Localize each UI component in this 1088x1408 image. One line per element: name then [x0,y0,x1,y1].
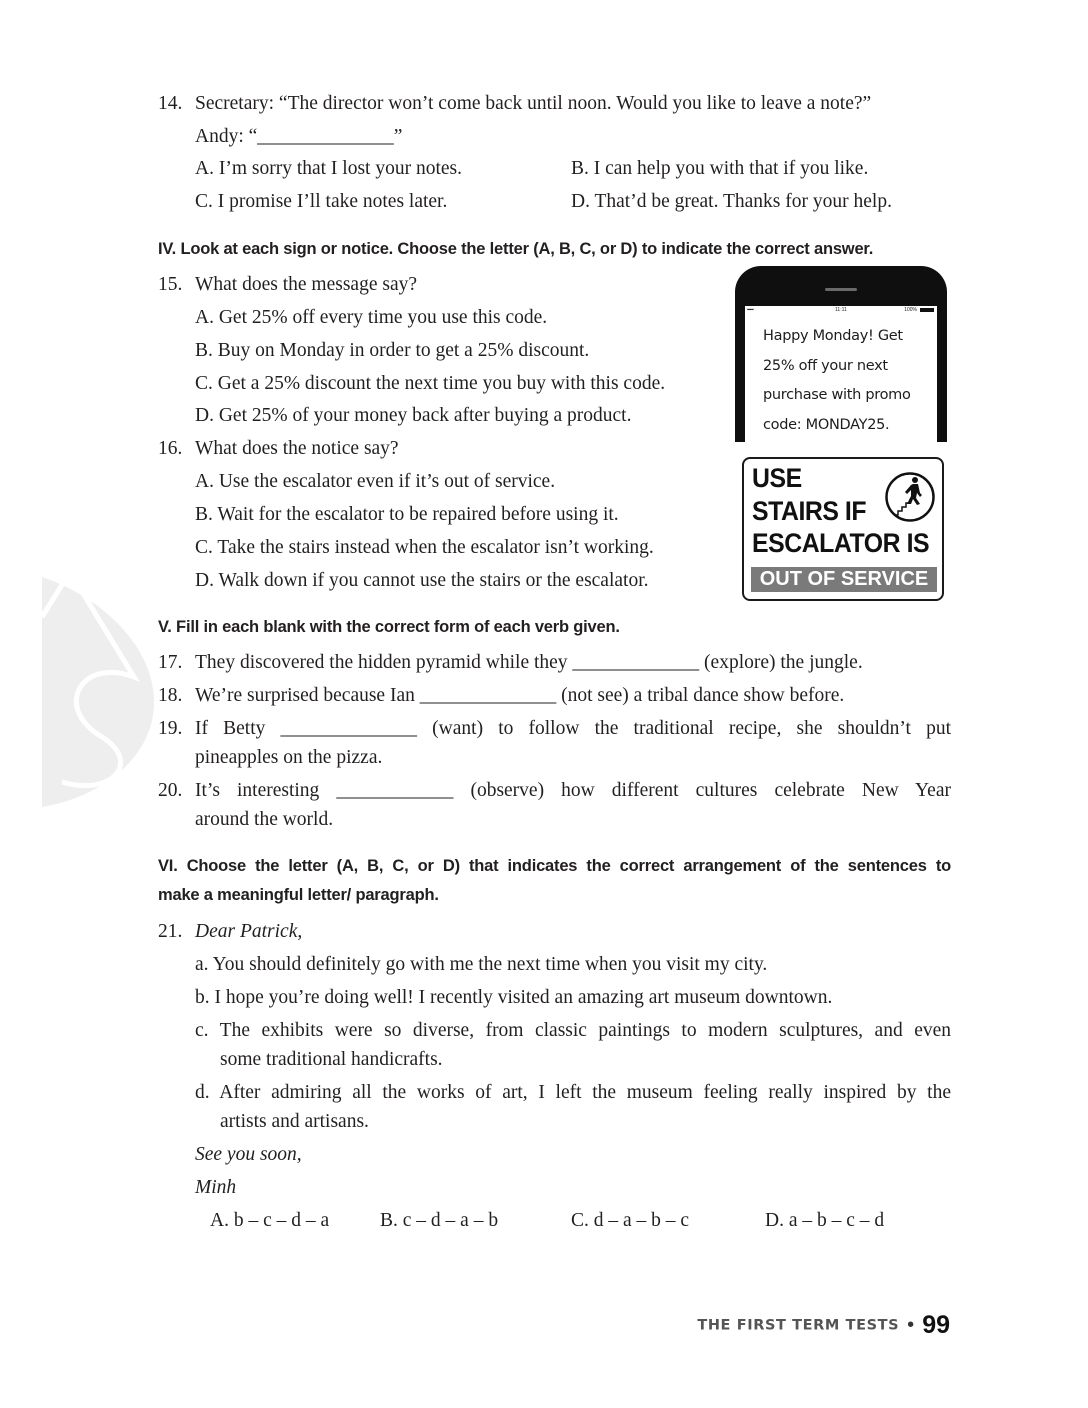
message-line: code: MONDAY25. [763,416,890,433]
publisher-watermark-logo [42,577,154,807]
fill-blank-question: It’s interesting ____________ (observe) how different cultures celebrate New Year [195,780,951,801]
question-number: 19. [158,718,183,739]
option-a[interactable]: A. b – c – d – a [210,1210,330,1231]
person-climbing-stairs-icon [884,471,936,523]
battery-percent: 100% [904,307,917,313]
question-number: 16. [158,438,183,459]
question-number: 21. [158,921,183,942]
option-a[interactable]: A. Get 25% off every time you use this code. [195,307,548,328]
question-number: 17. [158,652,183,673]
sentence-c: c. The exhibits were so diverse, from classic paintings to modern sculptures, and even [195,1020,951,1041]
option-c[interactable]: C. I promise I’ll take notes later. [195,191,448,212]
fill-blank-question: They discovered the hidden pyramid while they _____________ (explore) the jungle. [195,652,863,673]
option-b[interactable]: B. Wait for the escalator to be repaired before using it. [195,504,619,525]
option-a[interactable]: A. I’m sorry that I lost your notes. [195,158,463,179]
option-b[interactable]: B. Buy on Monday in order to get a 25% discount. [195,340,590,361]
phone-screen [745,306,937,442]
status-bar [745,306,937,314]
message-line: purchase with promo [763,387,911,403]
question-text-andy: Andy: “______________” [195,126,403,147]
letter-greeting: Dear Patrick, [195,921,303,942]
section-heading-vi: VI. Choose the letter (A, B, C, or D) that indicates the correct arrangement of the sentences to [158,857,951,875]
fill-blank-question-cont: around the world. [195,809,334,830]
text-message [763,322,933,440]
letter-signature: Minh [195,1177,237,1198]
sign-line: STAIRS IF [752,496,867,526]
option-d[interactable]: D. Get 25% of your money back after buying a product. [195,405,632,426]
question-text: What does the message say? [195,274,418,295]
escalator-sign-image [742,457,944,601]
section-heading-iv: IV. Look at each sign or notice. Choose the letter (A, B, C, or D) to indicate the correct answer. [158,240,874,258]
sentence-d: d. After admiring all the works of art, I left the museum feeling really inspired by the [195,1082,951,1103]
question-number: 14. [158,93,183,114]
message-line: 25% off your next [763,357,888,374]
phone-speaker [825,288,857,291]
fill-blank-question: If Betty ______________ (want) to follow the traditional recipe, she shouldn’t put [195,718,951,739]
signal-icon: ▪▪▪▪▪ [747,307,754,313]
option-b[interactable]: B. c – d – a – b [380,1210,499,1231]
out-of-service-band: OUT OF SERVICE [751,567,937,592]
sentence-c-cont: some traditional handicrafts. [220,1049,443,1070]
option-d[interactable]: D. That’d be great. Thanks for your help. [571,191,892,212]
sentence-d-cont: artists and artisans. [220,1111,369,1132]
status-time: 11:11 [835,307,847,313]
phone-message-image [735,266,947,442]
section-heading-vi-cont: make a meaningful letter/ paragraph. [158,886,439,904]
fill-blank-question-cont: pineapples on the pizza. [195,747,383,768]
option-c[interactable]: C. Get a 25% discount the next time you buy with this code. [195,373,666,394]
sentence-b: b. I hope you’re doing well! I recently visited an amazing art museum downtown. [195,987,833,1008]
question-number: 15. [158,274,183,295]
section-heading-v: V. Fill in each blank with the correct form of each verb given. [158,618,620,636]
option-d[interactable]: D. a – b – c – d [765,1210,885,1231]
footer-title: THE FIRST TERM TESTS [697,1317,900,1334]
page-number: 99 [922,1311,950,1339]
option-d[interactable]: D. Walk down if you cannot use the stairs or the escalator. [195,570,649,591]
question-text: What does the notice say? [195,438,399,459]
fill-blank-question: We’re surprised because Ian ______________ (not see) a tribal dance show before. [195,685,845,706]
message-line: Happy Monday! Get [763,328,903,344]
battery-icon [920,308,934,312]
option-c[interactable]: C. Take the stairs instead when the escalator isn’t working. [195,537,654,558]
sign-line: ESCALATOR IS [752,528,930,558]
sign-line: USE [752,463,802,493]
option-c[interactable]: C. d – a – b – c [571,1210,690,1231]
question-text: Secretary: “The director won’t come back until noon. Would you like to leave a note?” [195,93,872,114]
letter-closing: See you soon, [195,1144,302,1165]
page-footer [0,1311,950,1340]
question-number: 20. [158,780,183,801]
question-number: 18. [158,685,183,706]
option-b[interactable]: B. I can help you with that if you like. [571,158,869,179]
option-a[interactable]: A. Use the escalator even if it’s out of service. [195,471,556,492]
footer-separator-dot: • [907,1314,915,1336]
sentence-a: a. You should definitely go with me the next time when you visit my city. [195,954,768,975]
